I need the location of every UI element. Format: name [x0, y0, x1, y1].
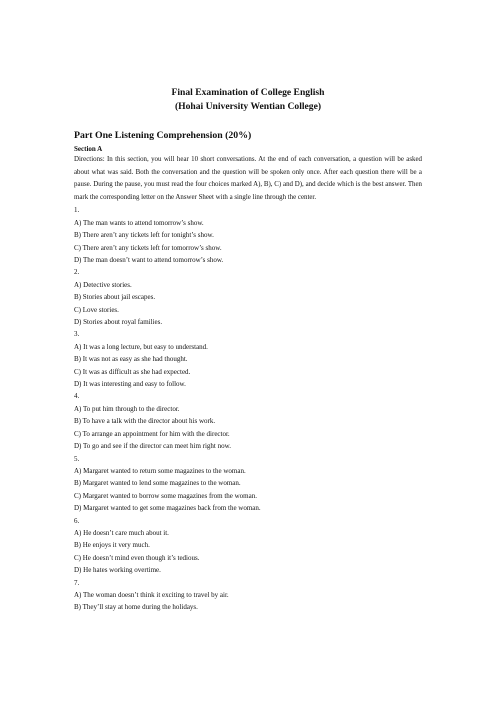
option-c: C) There aren’t any tickets left for tomorrow’s show.	[74, 243, 222, 252]
option-a: A) It was a long lecture, but easy to understand.	[74, 342, 208, 351]
question-number: 6.	[74, 516, 80, 525]
option-c: C) Love stories.	[74, 305, 119, 314]
option-c: C) Margaret wanted to borrow some magazines from the woman.	[74, 491, 257, 500]
title-line-1: Final Examination of College English	[171, 87, 325, 98]
option-b: B) There aren’t any tickets left for tonight’s show.	[74, 231, 214, 240]
question-2	[74, 266, 422, 328]
question-3	[74, 328, 422, 390]
option-d: D) The man doesn’t want to attend tomorrow’s show.	[74, 256, 224, 264]
question-number: 3.	[74, 330, 80, 339]
option-c: C) It was as difficult as she had expected.	[74, 367, 191, 376]
option-a: A) The man wants to attend tomorrow’s show.	[74, 218, 204, 227]
option-c: C) He doesn’t mind even though it’s tedious.	[74, 553, 200, 562]
question-number: 7.	[74, 578, 80, 587]
question-4	[74, 390, 422, 452]
option-b: B) Stories about jail escapes.	[74, 293, 156, 302]
option-d: D) Stories about royal families.	[74, 318, 163, 327]
question-7	[74, 577, 422, 614]
option-d: D) It was interesting and easy to follow.	[74, 380, 186, 389]
option-d: D) He hates working overtime.	[74, 566, 161, 575]
option-b: B) It was not as easy as she had thought.	[74, 355, 188, 364]
document-title	[74, 86, 422, 114]
question-number: 4.	[74, 392, 80, 401]
option-b: B) They’ll stay at home during the holidays.	[74, 603, 198, 612]
section-heading: Section A	[74, 145, 103, 153]
question-number: 5.	[74, 454, 80, 463]
option-b: B) Margaret wanted to lend some magazines to the woman.	[74, 479, 241, 488]
part-heading: Part One Listening Comprehension (20%)	[74, 130, 252, 141]
question-list	[74, 204, 422, 613]
directions-paragraph: Directions: In this section, you will hear 10 short conversations. At the end of each conversation, a question will be asked about what was said. Both the conversation and the question will be spoken only once. After each question there will be a pause. During the pause, you must read the four choices marked A), B), C) and D), and decide which is the best answer. Then mark the corresponding letter on the Answer Sheet with a single line through the center.	[74, 156, 422, 201]
question-5	[74, 453, 422, 515]
option-a: A) He doesn’t care much about it.	[74, 528, 169, 537]
option-c: C) To arrange an appointment for him with the director.	[74, 429, 230, 438]
question-number: 2.	[74, 268, 80, 277]
option-a: A) Detective stories.	[74, 280, 132, 289]
question-1	[74, 204, 422, 266]
option-a: A) To put him through to the director.	[74, 404, 180, 413]
option-d: D) To go and see if the director can meet him right now.	[74, 442, 231, 451]
option-d: D) Margaret wanted to get some magazines back from the woman.	[74, 504, 261, 513]
option-a: A) Margaret wanted to return some magazines to the woman.	[74, 466, 246, 475]
question-6	[74, 515, 422, 577]
option-a: A) The woman doesn’t think it exciting to travel by air.	[74, 590, 229, 599]
question-number: 1.	[74, 206, 80, 215]
option-b: B) To have a talk with the director about his work.	[74, 417, 216, 426]
option-b: B) He enjoys it very much.	[74, 541, 150, 550]
title-line-2: (Hohai University Wentian College)	[174, 101, 322, 112]
